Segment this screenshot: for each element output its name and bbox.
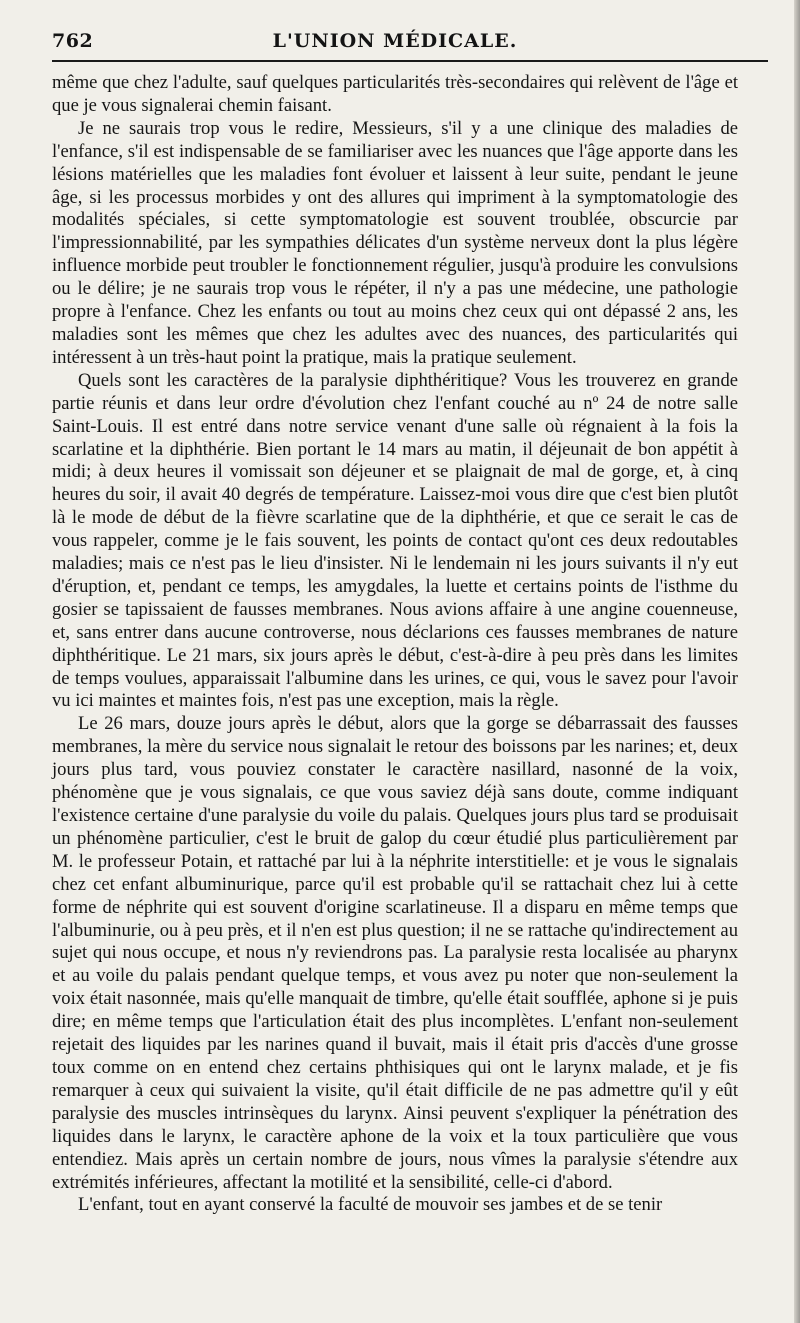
paragraph: Le 26 mars, douze jours après le début, alors que la gorge se débarrassait des fausses membranes, la mère du service nous signalait le retour des boissons par les narines; et, deux jours plus tard, vous pouviez constater le caractère nasillard, nasonné de la voix, phénomène que je vous signalais, ce que vous saviez déjà sans doute, comme indiquant l'existence certaine d'une paralysie du voile du palais. Quelques jours plus tard se produisait un phénomène particulier, c'est le bruit de galop du cœur étudié plus particulièrement par M. le professeur Potain, et rattaché par lui à la néphrite interstitielle: et je vous le signalais chez cet enfant albuminurique, parce qu'il est probable qu'il se rattachait chez lui à cette forme de néphrite qui est souvent d'origine scarlatineuse. Il a disparu en même temps que l'albuminurie, ou à peu près, et il n'en est plus question; il ne se rattache qu'indirectement au sujet qui nous occupe, et nous n'y reviendrons pas. La paralysie resta localisée au pharynx et au voile du palais pendant quelque temps, et vous avez pu noter que non-seulement la voix était nasonnée, mais qu'elle manquait de timbre, qu'elle était soufflée, aphone si je puis dire; en même temps que l'articulation était des plus incomplètes. L'enfant non-seulement rejetait des liquides par les narines quand il buvait, mais il était pris d'accès d'une grosse toux comme on en entend chez certains phthisiques qui ont le larynx malade, et je fis remarquer à ceux qui suivaient la visite, qu'il était difficile de ne pas admettre qu'il y eût paralysie des muscles intrinsèques du larynx. Ainsi peuvent s'expliquer la pénétration des liquides dans le larynx, le caractère aphone de la voix et la toux particulière que vous entendiez. Mais après un certain nombre de jours, nous vîmes la paralysie s'étendre aux extrémités inférieures, affectant la motilité et la sensibilité, celle-ci d'abord. (52, 713, 738, 1193)
paragraph-continuation: même que chez l'adulte, sauf quelques particularités très-secondaires qui relèvent de l'âge et que je vous signalerai chemin faisant. (52, 72, 738, 116)
paragraph: Je ne saurais trop vous le redire, Messieurs, s'il y a une clinique des maladies de l'enfance, s'il est indispensable de se familiariser avec les nuances que l'âge apporte dans les lésions matérielles que les maladies font évoluer et laissent à leur suite, pendant le jeune âge, si les processus morbides y ont des allures qui impriment à la symptomatologie des modalités spéciales, si cette symptomatologie est souvent troublée, obscurcie par l'impressionnabilité, par les sympathies délicates d'un système nerveux dont la plus légère influence morbide peut troubler le fonctionnement régulier, jusqu'à produire les convulsions ou le délire; je ne saurais trop vous le répéter, il n'y a pas une médecine, une pathologie propre à l'enfance. Chez les enfants ou tout au moins chez ceux qui ont dépassé 2 ans, les maladies sont les mêmes que chez les adultes avec des nuances, des particularités qui intéressent à un très-haut point la pratique, mais la pratique seulement. (52, 117, 738, 368)
page-number: 762 (52, 30, 94, 52)
paragraph: Quels sont les caractères de la paralysie diphthéritique? Vous les trouverez en grande partie réunis et dans leur ordre d'évolution chez l'enfant couché au nº 24 de notre salle Saint-Louis. Il est entré dans notre service venant d'une salle où régnaient à la fois la scarlatine et la diphthérie. Bien portant le 14 mars au matin, il déjeunait de bon appétit à midi; à deux heures il vomissait son déjeuner et se plaignait de mal de gorge, et, à cinq heures du soir, il avait 40 degrés de température. Laissez-moi vous dire que c'est bien plutôt là le mode de début de la fièvre scarlatine que de la diphthérie, et que ce serait le cas de vous rappeler, comme je le fais souvent, les points de contact qu'ont ces deux redoutables maladies; mais ce n'est pas le lieu d'insister. Ni le lendemain ni les jours suivants il n'y eut d'éruption, et, pendant ce temps, les amygdales, la luette et certains points de l'isthme du gosier se tapissaient de fausses membranes. Nous avions affaire à une angine couenneuse, et, sans entrer dans aucune controverse, nous déclarions ces fausses membranes de nature diphthéritique. Le 21 mars, six jours après le début, c'est-à-dire à peu près dans les limites de temps voulues, apparaissait l'albumine dans les urines, ce qui, vous le savez pour l'avoir vu ici maintes et maintes fois, n'est pas une exception, mais la règle. (52, 369, 738, 712)
running-header (52, 0, 768, 62)
journal-title: L'UNION MÉDICALE. (272, 30, 518, 52)
paragraph: L'enfant, tout en ayant conservé la faculté de mouvoir ses jambes et de se tenir (78, 1194, 663, 1216)
body-text (52, 72, 738, 1217)
